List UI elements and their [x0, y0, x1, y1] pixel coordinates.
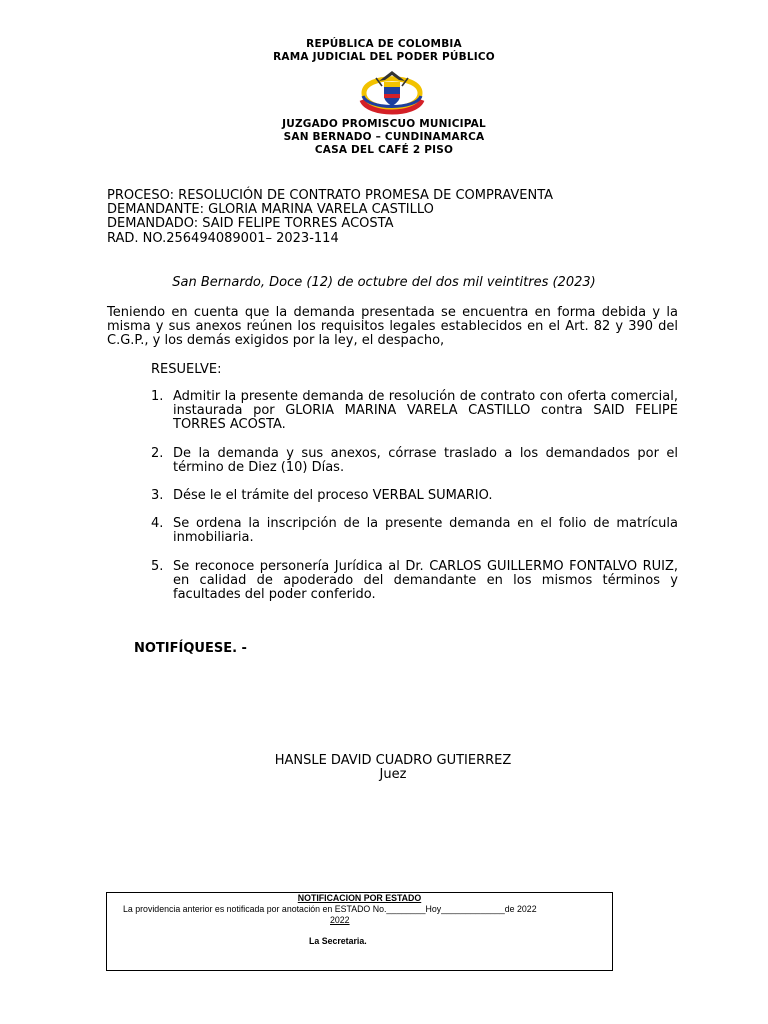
secretaria-label: La Secretaria. — [309, 936, 367, 946]
header-branch: RAMA JUDICIAL DEL PODER PÚBLICO — [273, 51, 495, 63]
notice-title: NOTIFICACION POR ESTADO — [297, 893, 422, 903]
date-line: San Bernardo, Doce (12) de octubre del dos mil veintitres (2023) — [172, 275, 596, 290]
demandante-line: DEMANDANTE: GLORIA MARINA VARELA CASTILLO — [107, 202, 434, 218]
court-name: JUZGADO PROMISCUO MUNICIPAL — [282, 118, 486, 130]
list-item: 1. Admitir la presente demanda de resolución de contrato con oferta comercial, instaurada por GLORIA MARINA VARELA CASTILLO contra SAID FELIPE TORRES ACOSTA. — [151, 389, 678, 433]
resuelve-heading: RESUELVE: — [151, 362, 222, 377]
proceso-line: PROCESO: RESOLUCIÓN DE CONTRATO PROMESA DE COMPRAVENTA — [107, 188, 554, 203]
list-item: 3. Dése le el trámite del proceso VERBAL SUMARIO. — [151, 488, 493, 504]
rama-judicial-emblem — [354, 66, 430, 120]
judge-role: Juez — [379, 767, 407, 783]
process-info — [107, 189, 553, 246]
judge-name: HANSLE DAVID CUADRO GUTIERREZ — [274, 753, 512, 768]
list-item: 5. Se reconoce personería Jurídica al Dr. CARLOS GUILLERMO FONTALVO RUIZ, en calidad de apoderado del demandante en los mismos términos y facultades del poder conferido. — [151, 558, 678, 603]
intro-paragraph: Teniendo en cuenta que la demanda presentada se encuentra en forma debida y la misma y sus anexos reúnen los requisitos legales establecidos en el Art. 82 y 390 del C.G.P., y los demás exigidos por la ley, el despacho, — [107, 305, 678, 349]
resolution-list — [151, 390, 678, 602]
notice-text: La providencia anterior es notificada por anotación en ESTADO No.________Hoy_____________de 2022 — [123, 904, 537, 914]
notifiquese-text: NOTIFÍQUESE. - — [134, 641, 247, 656]
rad-line: RAD. NO.256494089001– 2023-114 — [107, 230, 339, 246]
signature-block — [0, 754, 768, 783]
demandado-line: DEMANDADO: SAID FELIPE TORRES ACOSTA — [107, 216, 394, 232]
header-country: REPÚBLICA DE COLOMBIA — [306, 38, 462, 50]
list-item: 4. Se ordena la inscripción de la presente demanda en el folio de matrícula inmobiliaria. — [151, 516, 678, 546]
court-address: CASA DEL CAFÉ 2 PISO — [314, 144, 454, 156]
court-location: SAN BERNADO – CUNDINAMARCA — [283, 131, 485, 143]
list-item: 2. De la demanda y sus anexos, córrase traslado a los demandados por el término de Diez (10) Días. — [151, 445, 678, 475]
notice-box — [106, 892, 613, 971]
notice-year: 2022 — [330, 915, 350, 925]
